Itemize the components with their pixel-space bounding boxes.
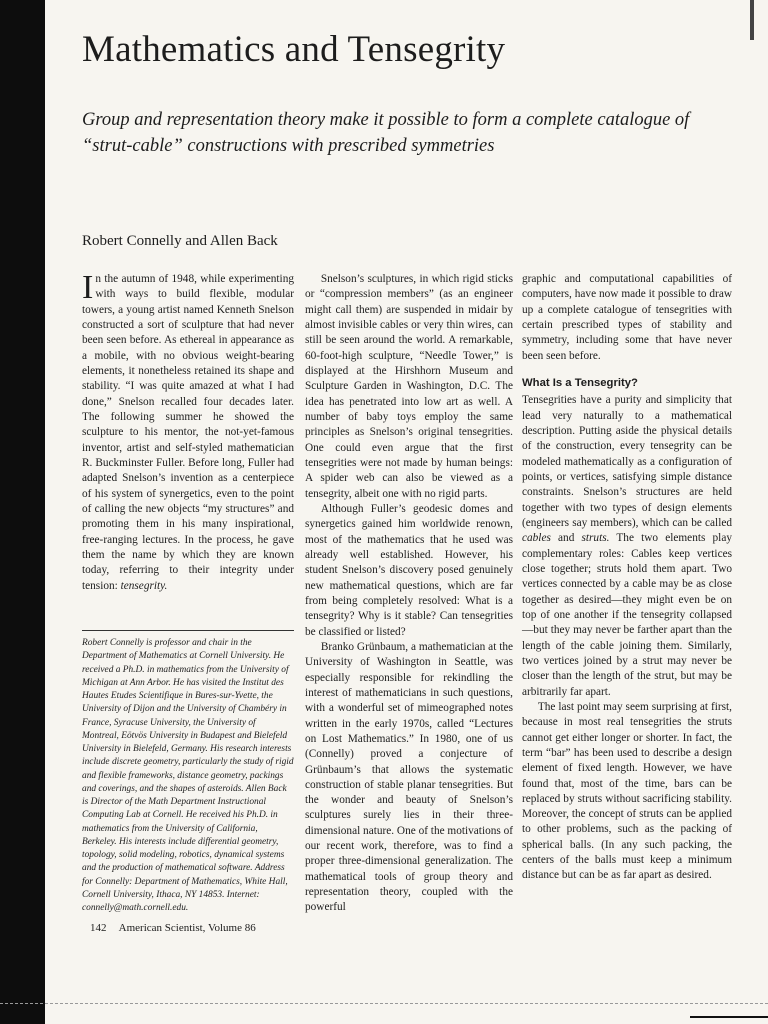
- term-cables: cables: [522, 532, 551, 545]
- article-subtitle: Group and representation theory make it possible to form a complete catalogue of “strut-cable” constructions with prescribed symmetries: [82, 110, 690, 156]
- paragraph-definition-a: Tensegrities have a purity and simplicity that lead very naturally to a mathematical description. Putting aside the physical details of the construction, every tensegrity can be modeled mathematically as a configuration of points, or vertices, satisfying simple distance constraints. Snelson’s structures are held together with two types of design elements (engineers say members), which can be called: [522, 394, 732, 529]
- paragraph-computers: graphic and computational capabilities of computers, have now made it possible to draw up a complete catalogue of tensegrities with certain prescribed types of stability and symmetry, including some that have never been seen before.: [522, 273, 732, 362]
- article-title: Mathematics and Tensegrity: [82, 29, 506, 70]
- page-number: 142: [90, 922, 107, 934]
- bio-divider: [82, 630, 294, 631]
- author-bio-text: Robert Connelly is professor and chair in the Department of Mathematics at Cornell University. He received a Ph.D. in mathematics from the University of Michigan at Ann Arbor. He has visited the Institut des Hautes Etudes Scientifique in Bures-sur-Yvette, the University of Dijon and the University of Chambéry in France, Syracuse University, the University of Montreal, Eötvös University in Budapest and Bielefeld University in Bielefeld, Germany. His research interests include discrete geometry, particularly the study of rigid and flexible frameworks, distance geometry, packings and coverings, and the shapes of asteroids. Allen Back is Director of the Math Department Instructional Computing Lab at Cornell. He received his Ph.D. in mathematics from the University of California, Berkeley. His interests include differential geometry, topology, solid modeling, robotics, dynamical systems and the production of mathematical software. Address for Connelly: Department of Mathematics, White Hall, Cornell University, Ithaca, NY 14853. Internet: connelly@math.cornell.edu.: [82, 638, 294, 913]
- paragraph-fuller-domes: Although Fuller’s geodesic domes and synergetics gained him worldwide renown, most of the mathematics that he used was already well established. However, his student Snelson’s discovery posed genuinely new mathematical questions, which are far from being completely resolved: What is a tensegrity? Why is it stable? Can tensegrities be classified or listed?: [305, 502, 513, 638]
- term-tensegrity: tensegrity.: [120, 579, 168, 592]
- scan-bottom-line: [0, 1003, 768, 1004]
- author-bio: [82, 637, 294, 915]
- scan-edge-mark: [750, 0, 754, 40]
- article-authors: Robert Connelly and Allen Back: [82, 233, 278, 249]
- page-footer: [90, 922, 256, 934]
- opening-paragraph-text: n the autumn of 1948, while experimenting with ways to build flexible, modular towers, a young artist named Kenneth Snelson constructed a sort of sculpture that had never been seen before. As ethereal in appearance as a mobile, with no obvious weight-bearing elements, it nonetheless retained its shape and stability. “I was quite amazed at what I had done,” Snelson recalled four decades later. The following summer he showed the sculpture to his mentor, the not-yet-famous inventor, artist and self-styled mathematician R. Buckminster Fuller. Before long, Fuller had adapted Snelson’s invention as a centerpiece of his system of synergetics, even to the point of calling the new objects “my structures” and promoting them in his many inspirational, free-ranging lectures. In the process, he gave them the name by which they are known today, referring to their integrity under tension:: [82, 273, 294, 592]
- opening-paragraph: [82, 269, 294, 594]
- paragraph-struts: The last point may seem surprising at first, because in most real tensegrities the struts cannot get either longer or shorter. In fact, the term “bar” has been used to describe a design element of fixed length. However, we have found that, most of the time, bars can be replaced by struts without sacrificing stability. Moreover, the concept of struts can be applied to other problems, such as the packing of spherical balls. (In any such packing, the centers of the balls must keep a minimum distance but can be as far apart as desired.: [522, 700, 732, 882]
- column-2: [305, 272, 513, 916]
- word-and: and: [558, 532, 575, 545]
- column-3: [522, 272, 732, 884]
- paragraph-definition: [522, 393, 732, 700]
- scan-corner-line: [690, 1016, 768, 1018]
- drop-cap: I: [82, 269, 94, 306]
- paragraph-grunbaum: Branko Grünbaum, a mathematician at the University of Washington in Seattle, was especially responsible for rekindling the interest of mathematicians in such questions, with a wonderful set of mimeographed notes written in the early 1970s, called “Lectures on Lost Mathematics.” In 1980, one of us (Connelly) proved a conjecture of Grünbaum’s that allows the systematic construction of stable planar tensegrities. But the wonder and beauty of Snelson’s sculptures surely lies in their three-dimensional nature. One of the motivations of our recent work, therefore, was to find a proper three-dimensional generalization. The mathematical tools of group theory and representation theory, coupled with the powerful: [305, 640, 514, 914]
- term-struts: struts.: [581, 532, 610, 545]
- section-heading: What Is a Tensegrity?: [522, 376, 638, 389]
- journal-name: American Scientist, Volume 86: [118, 922, 256, 934]
- paragraph-snelson-sculptures: Snelson’s sculptures, in which rigid sticks or “compression members” (as an engineer might call them) are suspended in midair by almost invisible cables or very thin wires, can still be seen around the world. A remarkable, 60-foot-high sculpture, “Needle Tower,” is displayed at the Hirshhorn Museum and Sculpture Garden in Washington, D.C. The idea has penetrated into low art as well. A number of baby toys employ the same principles as Snelson’s original tensegrities. One could even argue that the first tensegrities were not made by human beings: A spider web can also be viewed as a tensegrity, albeit one with no rigid parts.: [305, 273, 513, 500]
- page-spine-shadow: [0, 0, 45, 1024]
- column-1: [82, 269, 294, 594]
- paragraph-definition-b: The two elements play complementary roles: Cables keep vertices close together; struts hold them apart. Two vertices connected by a cable may be as close together as desired—they might even be on top of one another if the tensegrity collapsed—but they may never be farther apart than the length of the cable joining them. Similarly, two vertices joined by a strut may never be closer than the length of the strut, but may be arbitrarily far apart.: [522, 532, 732, 698]
